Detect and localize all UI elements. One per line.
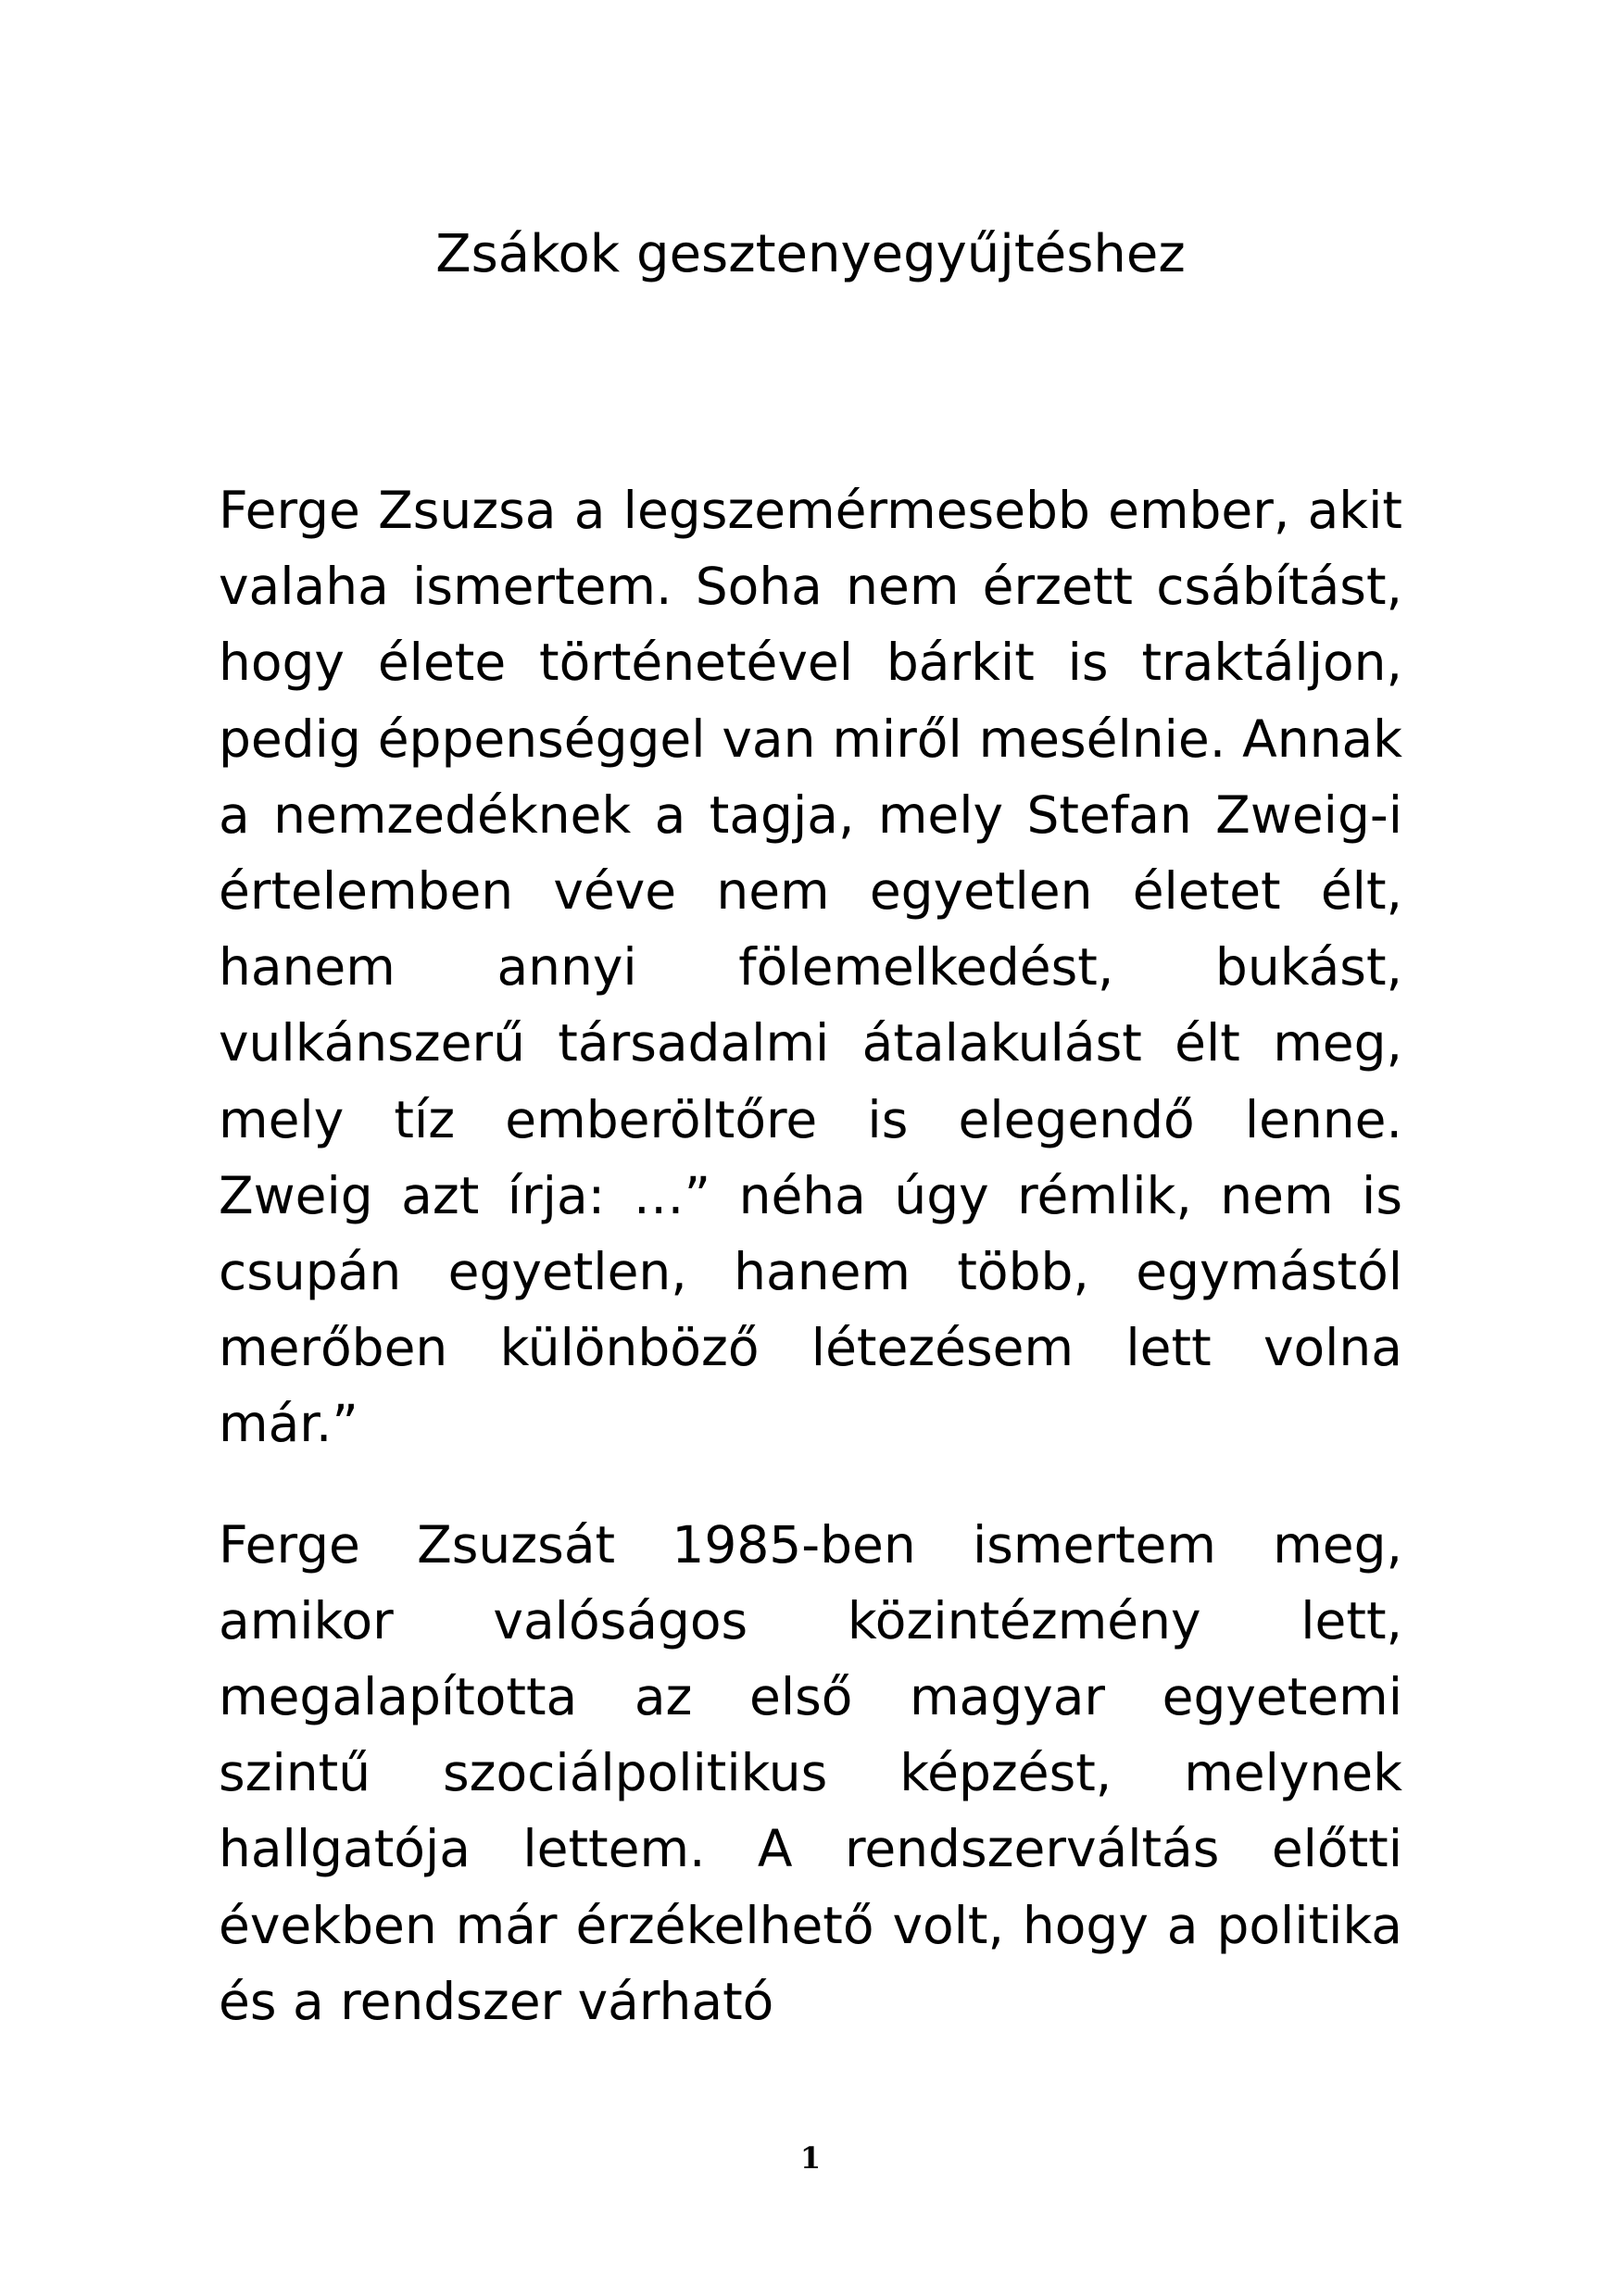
body-text xyxy=(219,472,1402,2084)
paragraph-2: Ferge Zsuzsát 1985-ben ismertem meg, amikor valóságos közintézmény lett, megalapította az első magyar egyetemi szintű szociálpolitikus képzést, melynek hallgatója lettem. A rendszerváltás előtti években már érzékelhető volt, hogy a politika és a rendszer várható xyxy=(219,1514,1402,2031)
paragraph-1: Ferge Zsuzsa a legszemérmesebb ember, akit valaha ismertem. Soha nem érzett csábítást, hogy élete történetével bárkit is traktáljon, pedig éppenséggel van miről mesélnie. Annak a nemzedéknek a tagja, mely Stefan Zweig-i értelemben véve nem egyetlen életet élt, hanem annyi fölemelkedést, bukást, vulkánszerű társadalmi átalakulást élt meg, mely tíz emberöltőre is elegendő lenne. Zweig azt írja: …” néha úgy rémlik, nem is csupán egyetlen, hanem több, egymástól merőben különböző létezésem lett volna már.” xyxy=(219,481,1402,1454)
document-title: Zsákok gesztenyegyűjtéshez xyxy=(435,224,1186,284)
page-number: 1 xyxy=(799,2140,822,2176)
